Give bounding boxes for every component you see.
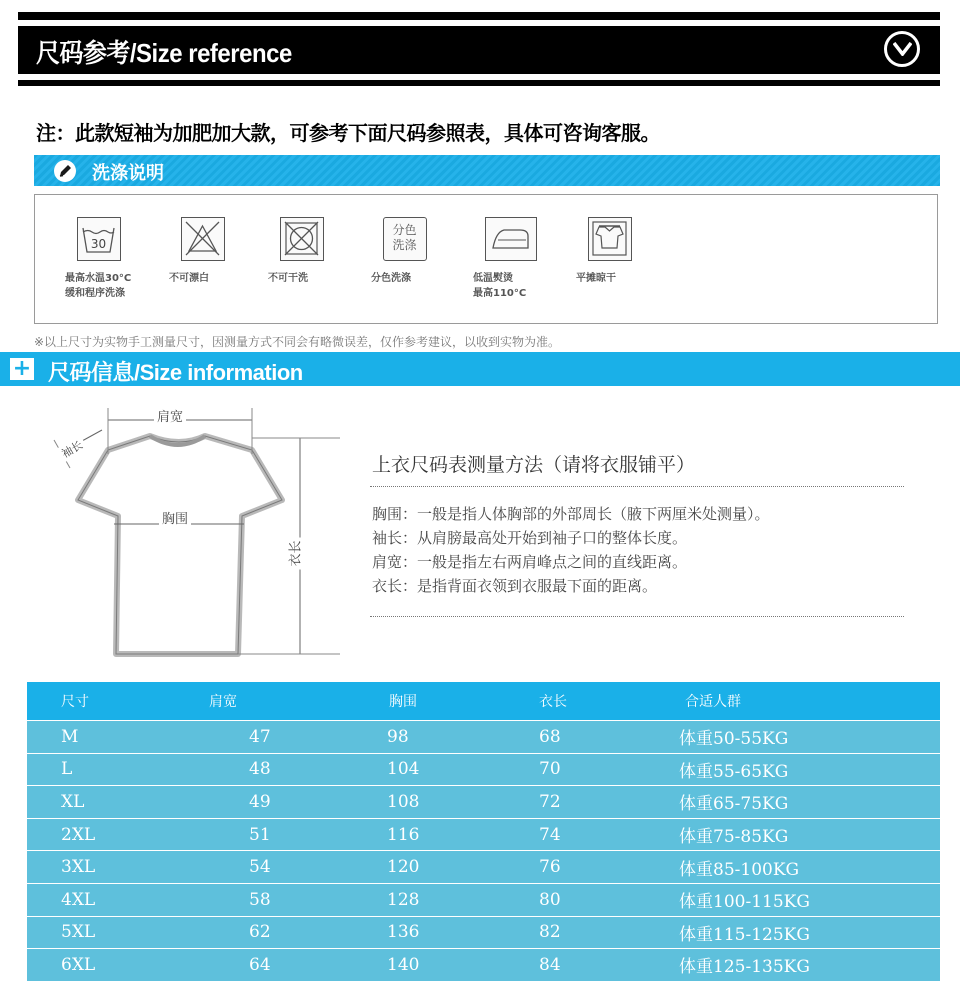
table-cell: 体重85-100KG [679, 851, 940, 884]
care-label: 分色洗涤 [371, 273, 411, 284]
separate-wash-icon [383, 217, 427, 261]
table-cell: M [27, 721, 209, 754]
table-cell: L [27, 753, 209, 786]
no-bleach-icon [181, 217, 225, 261]
header-bottom-rule [18, 80, 940, 86]
column-header: 尺寸 [27, 682, 209, 721]
table-cell: 49 [209, 786, 379, 819]
table-cell: 80 [539, 883, 679, 916]
wash-section-title: 洗涤说明 [92, 163, 164, 184]
table-cell: 3XL [27, 851, 209, 884]
pen-icon [54, 160, 76, 182]
wash-section-header [34, 155, 940, 186]
care-item [576, 217, 686, 286]
table-row [27, 949, 940, 981]
table-row [27, 786, 940, 819]
care-label: 不可干洗 [268, 273, 308, 284]
wash-care-panel [34, 194, 938, 324]
table-row [27, 851, 940, 884]
divider [370, 616, 904, 617]
table-cell: 58 [209, 883, 379, 916]
sleeve-label: 袖长 [56, 435, 88, 463]
plus-icon: + [10, 358, 34, 380]
column-header: 衣长 [539, 682, 679, 721]
method-line: 袖长：从肩膀最高处开始到袖子口的整体长度。 [372, 529, 688, 547]
care-label-sub: 缓和程序洗涤 [65, 288, 125, 299]
table-cell: 4XL [27, 883, 209, 916]
size-reference-header [18, 26, 940, 74]
table-cell: 体重75-85KG [679, 818, 940, 851]
table-cell: 6XL [27, 949, 209, 981]
table-cell: XL [27, 786, 209, 819]
table-cell: 108 [379, 786, 539, 819]
measurement-disclaimer: ※以上尺寸为实物手工测量尺寸，因测量方式不同会有略微误差，仅作参考建议，以收到实物为准。 [34, 335, 561, 349]
chevron-down-circle-icon [884, 31, 920, 67]
method-line: 胸围：一般是指人体胸部的外部周长（腋下两厘米处测量）。 [372, 505, 770, 523]
iron-low-icon [485, 217, 537, 261]
header-top-rule [18, 12, 940, 20]
table-cell: 136 [379, 916, 539, 949]
table-cell: 体重100-115KG [679, 883, 940, 916]
chest-label: 胸围 [159, 508, 191, 527]
column-header: 胸围 [379, 682, 539, 721]
divider [370, 486, 904, 487]
size-table [27, 682, 940, 981]
header-title: 尺码参考/Size reference [36, 38, 292, 68]
table-row [27, 883, 940, 916]
table-cell: 116 [379, 818, 539, 851]
table-cell: 体重50-55KG [679, 721, 940, 754]
size-info-title: 尺码信息/Size information [48, 360, 303, 385]
table-cell: 48 [209, 753, 379, 786]
shoulder-label: 肩宽 [154, 406, 186, 425]
size-info-header [0, 352, 960, 386]
table-cell: 84 [539, 949, 679, 981]
care-item [268, 217, 378, 286]
table-cell: 76 [539, 851, 679, 884]
table-cell: 体重125-135KG [679, 949, 940, 981]
care-item [169, 217, 279, 286]
table-cell: 62 [209, 916, 379, 949]
table-cell: 128 [379, 883, 539, 916]
table-cell: 140 [379, 949, 539, 981]
product-note: 注：此款短袖为加肥加大款，可参考下面尺码参照表，具体可咨询客服。 [36, 121, 660, 145]
care-label: 最高水温30°C [65, 273, 132, 284]
table-row [27, 721, 940, 754]
table-cell: 68 [539, 721, 679, 754]
table-row [27, 916, 940, 949]
care-item [65, 217, 175, 301]
table-cell: 51 [209, 818, 379, 851]
care-label: 不可漂白 [169, 273, 209, 284]
wash-temp-text: 30 [90, 237, 107, 251]
care-label: 低温熨烫 [473, 273, 513, 284]
tshirt-measurement-diagram [40, 396, 360, 666]
table-cell: 120 [379, 851, 539, 884]
wash-30-icon [77, 217, 121, 261]
separate-wash-symbol-text: 分色 [392, 223, 417, 237]
table-cell: 82 [539, 916, 679, 949]
table-cell: 72 [539, 786, 679, 819]
table-cell: 体重65-75KG [679, 786, 940, 819]
table-cell: 74 [539, 818, 679, 851]
table-cell: 2XL [27, 818, 209, 851]
care-item [473, 217, 583, 301]
table-cell: 54 [209, 851, 379, 884]
table-cell: 64 [209, 949, 379, 981]
tshirt-outline [40, 396, 360, 666]
care-label-sub: 最高110°C [473, 288, 527, 299]
care-label: 平摊晾干 [576, 273, 616, 284]
table-cell: 47 [209, 721, 379, 754]
care-item [371, 217, 481, 286]
method-line: 肩宽：一般是指左右两肩峰点之间的直线距离。 [372, 553, 688, 571]
column-header: 肩宽 [209, 682, 379, 721]
table-cell: 体重55-65KG [679, 753, 940, 786]
method-line: 衣长：是指背面衣领到衣服最下面的距离。 [372, 577, 658, 595]
table-cell: 98 [379, 721, 539, 754]
dry-flat-icon [588, 217, 632, 261]
table-cell: 5XL [27, 916, 209, 949]
column-header: 合适人群 [679, 682, 940, 721]
table-cell: 体重115-125KG [679, 916, 940, 949]
no-tumble-dry-icon [280, 217, 324, 261]
measurement-method-list [372, 502, 770, 598]
table-row [27, 753, 940, 786]
measurement-method-title: 上衣尺码表测量方法（请将衣服铺平） [372, 454, 696, 476]
table-cell: 104 [379, 753, 539, 786]
separate-wash-symbol-text: 洗涤 [392, 238, 417, 252]
table-row [27, 818, 940, 851]
length-label: 衣长 [285, 537, 304, 569]
table-cell: 70 [539, 753, 679, 786]
table-header-row [27, 682, 940, 721]
